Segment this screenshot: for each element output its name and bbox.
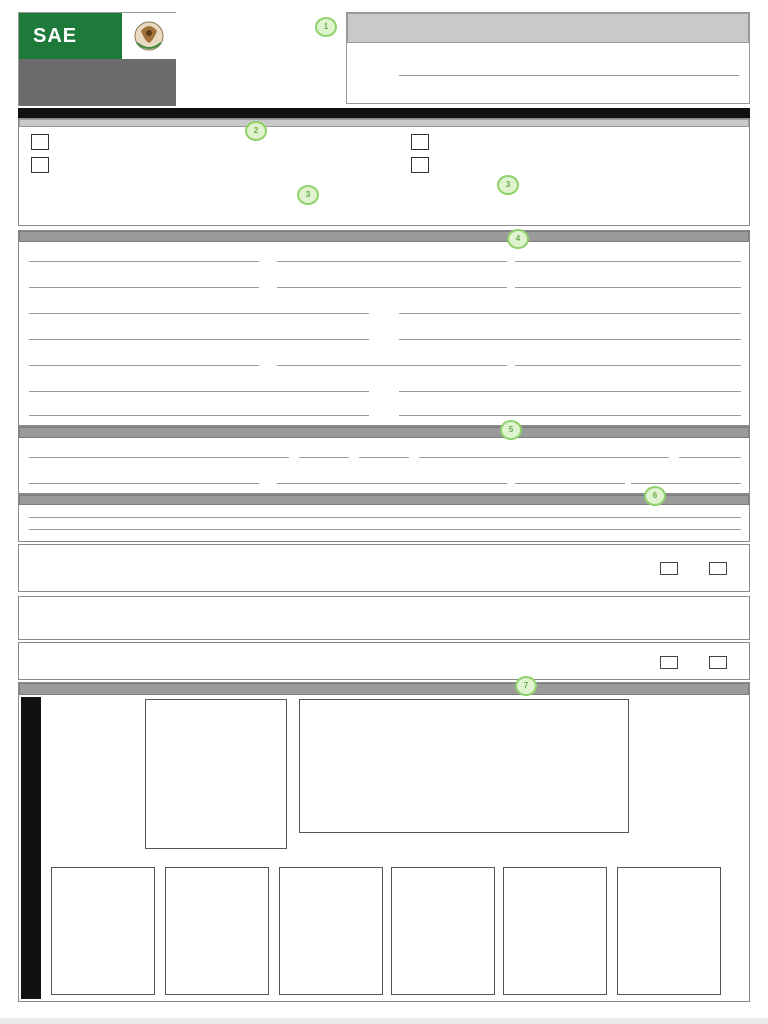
field-line[interactable] <box>399 339 741 340</box>
fingerprint-box-3[interactable] <box>279 867 383 995</box>
field-line[interactable] <box>515 365 741 366</box>
reason-line-1[interactable] <box>29 517 741 518</box>
field-line[interactable] <box>29 261 259 262</box>
question-2-frame <box>18 642 750 680</box>
section-a-frame <box>18 118 750 226</box>
field-line[interactable] <box>277 483 507 484</box>
header-logo-block <box>18 12 176 106</box>
question-2-yes-box[interactable] <box>660 656 678 669</box>
section-c-title-bar <box>19 427 749 438</box>
step-marker-7: 7 <box>515 676 537 696</box>
field-line[interactable] <box>419 457 669 458</box>
photo-box[interactable] <box>145 699 287 849</box>
section-c-frame <box>18 426 750 494</box>
section-b-title-bar <box>19 231 749 242</box>
field-line[interactable] <box>277 365 507 366</box>
section-e-side-strip <box>21 697 41 999</box>
section-d-frame <box>18 494 750 542</box>
field-line[interactable] <box>277 261 507 262</box>
field-line[interactable] <box>29 483 259 484</box>
section-a-title-bar <box>19 119 749 127</box>
step-marker-3b: 3 <box>497 175 519 195</box>
field-line[interactable] <box>515 483 625 484</box>
agency-name-block <box>19 59 176 106</box>
sae-logo <box>19 13 122 59</box>
step-marker-3: 3 <box>297 185 319 205</box>
folio-line <box>399 75 739 76</box>
field-line[interactable] <box>29 365 259 366</box>
section-b-frame <box>18 230 750 426</box>
field-line[interactable] <box>679 457 741 458</box>
field-line[interactable] <box>29 287 259 288</box>
question-2-no-box[interactable] <box>709 656 727 669</box>
section-a-header-bar <box>18 108 750 118</box>
section-d-title-bar <box>19 495 749 505</box>
section-e-title-bar <box>19 683 749 695</box>
option-3-checkbox[interactable] <box>411 134 429 150</box>
question-1-frame <box>18 544 750 592</box>
field-line[interactable] <box>277 287 507 288</box>
option-1-checkbox[interactable] <box>31 134 49 150</box>
fingerprint-box-1[interactable] <box>51 867 155 995</box>
fingerprint-box-2[interactable] <box>165 867 269 995</box>
field-line[interactable] <box>631 483 741 484</box>
field-line[interactable] <box>399 313 741 314</box>
sae-logo-text: SAE <box>33 25 78 47</box>
notice-frame <box>18 596 750 640</box>
field-line[interactable] <box>399 415 741 416</box>
field-line[interactable] <box>29 313 369 314</box>
step-marker-2: 2 <box>245 121 267 141</box>
step-marker-4: 4 <box>507 229 529 249</box>
field-line[interactable] <box>29 457 289 458</box>
step-marker-5: 5 <box>500 420 522 440</box>
option-2-checkbox[interactable] <box>31 157 49 173</box>
field-line[interactable] <box>29 339 369 340</box>
field-line[interactable] <box>359 457 409 458</box>
form-title-bar <box>347 13 749 43</box>
coat-of-arms-icon <box>123 13 176 59</box>
question-1-yes-box[interactable] <box>660 562 678 575</box>
section-e-frame <box>18 682 750 1002</box>
field-line[interactable] <box>29 391 369 392</box>
step-marker-1: 1 <box>315 17 337 37</box>
field-line[interactable] <box>29 415 369 416</box>
footer-border <box>0 1018 768 1024</box>
fingerprint-box-5[interactable] <box>503 867 607 995</box>
field-line[interactable] <box>299 457 349 458</box>
question-1-no-box[interactable] <box>709 562 727 575</box>
signature-box[interactable] <box>299 699 629 833</box>
fingerprint-box-6[interactable] <box>617 867 721 995</box>
form-title-block <box>346 12 750 104</box>
reason-line-2[interactable] <box>29 529 741 530</box>
step-marker-6: 6 <box>644 486 666 506</box>
option-4-checkbox[interactable] <box>411 157 429 173</box>
field-line[interactable] <box>399 391 741 392</box>
field-line[interactable] <box>515 261 741 262</box>
field-line[interactable] <box>515 287 741 288</box>
fingerprint-box-4[interactable] <box>391 867 495 995</box>
